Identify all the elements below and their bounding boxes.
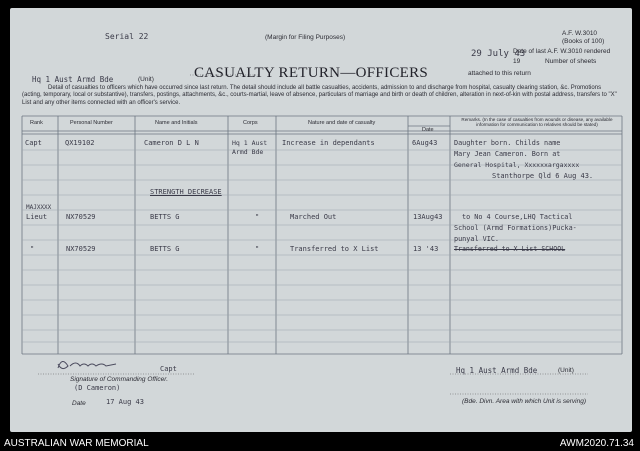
row3-corps: " <box>255 245 260 253</box>
header-remarks: Remarks. (In the case of casualties from wounds or disease, any available information for communication to relatives should be stated) <box>461 117 613 128</box>
footer-source: AUSTRALIAN WAR MEMORIAL <box>4 438 149 449</box>
row2-remarks-line3: punyal VIC. <box>454 235 500 243</box>
date-prefix: Date of last A.F. W.3010 rendered <box>513 48 611 55</box>
signature-unit-suffix: (Unit) <box>558 367 574 374</box>
row2-remarks-line1: to No 4 Course,LHQ Tactical <box>462 213 573 221</box>
row2-nature: Marched Out <box>290 213 337 221</box>
row2-rank-struck: MAJXXXX <box>26 204 52 211</box>
signature-rank: Capt <box>160 365 177 373</box>
attached-label: attached to this return <box>468 70 531 77</box>
page-title: CASUALTY RETURN—OFFICERS <box>194 65 429 81</box>
signature-unit: Hq 1 Aust Armd Bde <box>456 366 538 375</box>
row1-remarks-line1: Daughter born. Childs name <box>454 139 561 147</box>
row3-nature: Transferred to X List <box>290 245 379 253</box>
row2-corps: " <box>255 213 260 221</box>
row3-remarks-line1: Transferred to X List SCHOOL <box>454 245 566 253</box>
margin-note: (Margin for Filing Purposes) <box>265 34 346 41</box>
row1-number: QX19102 <box>65 139 95 147</box>
books-note: (Books of 100) <box>562 38 605 45</box>
nineteen: 19 <box>513 58 521 65</box>
row3-rank: " <box>30 245 35 253</box>
strength-decrease-heading: STRENGTH DECREASE <box>150 188 222 196</box>
row1-remarks-line3: General Hospital, Xxxxxxargaxxxx <box>454 161 580 169</box>
commanding-officer-name: (D Cameron) <box>74 384 121 392</box>
row1-rank: Capt <box>25 139 42 147</box>
casualty-return-form <box>10 8 632 432</box>
row3-number: NX70529 <box>66 245 96 253</box>
row2-remarks-line2: School (Armd Formations)Pucka- <box>454 224 577 232</box>
signature-date: 17 Aug 43 <box>106 398 144 406</box>
row1-corps-line2: Armd Bde <box>232 148 264 156</box>
row1-date: 6Aug43 <box>412 139 438 147</box>
footer-accession: AWM2020.71.34 <box>559 438 634 449</box>
row2-number: NX70529 <box>66 213 96 221</box>
header-name: Name and Initials <box>155 120 198 126</box>
unit-name: Hq 1 Aust Armd Bde <box>32 75 114 84</box>
header-date: Date <box>422 127 434 133</box>
row2-name: BETTS G <box>150 213 180 221</box>
header-rank: Rank <box>30 120 43 126</box>
date-value: 29 July 43 <box>471 49 526 59</box>
instructions-text: Detail of casualties to officers which have occurred since last return. The detail should include all battle casualties, accidents, admission to and discharge from hospital, casualty clearing station, &c. Promotions (acting, temporary, local or substantive), transfers, postings, attachments, &c., courts-martial, leave of absence, particulars of marriage and birth or death of children, alteration in next-of-kin with postal address, transfers to "X" List and any other items connected with an officer's service. <box>22 85 617 106</box>
row1-corps-line1: Hq 1 Aust <box>232 139 268 147</box>
row1-remarks-line4: Stanthorpe Qld 6 Aug 43. <box>492 172 594 180</box>
row1-remarks-line2: Mary Jean Cameron. Born at <box>454 150 561 158</box>
header-corps: Corps <box>243 120 258 126</box>
row1-nature: Increase in dependants <box>282 139 375 147</box>
bde-note: (Bde. Divn. Area with which Unit is serving) <box>462 398 587 405</box>
unit-suffix: (Unit) <box>138 76 154 83</box>
sheets-label: Number of sheets <box>545 58 597 65</box>
serial-number: Serial 22 <box>105 32 149 41</box>
signature-label: Signature of Commanding Officer. <box>70 376 169 383</box>
signature-date-label: Date <box>72 400 86 407</box>
row2-rank: Lieut <box>26 213 48 221</box>
row1-name: Cameron D L N <box>144 139 199 147</box>
header-nature: Nature and date of casualty <box>308 120 376 126</box>
form-code: A.F. W.3010 <box>562 30 598 37</box>
row3-name: BETTS G <box>150 245 180 253</box>
row2-date: 13Aug43 <box>413 213 443 221</box>
header-number: Personal Number <box>70 120 113 126</box>
row3-date: 13 '43 <box>413 245 439 253</box>
